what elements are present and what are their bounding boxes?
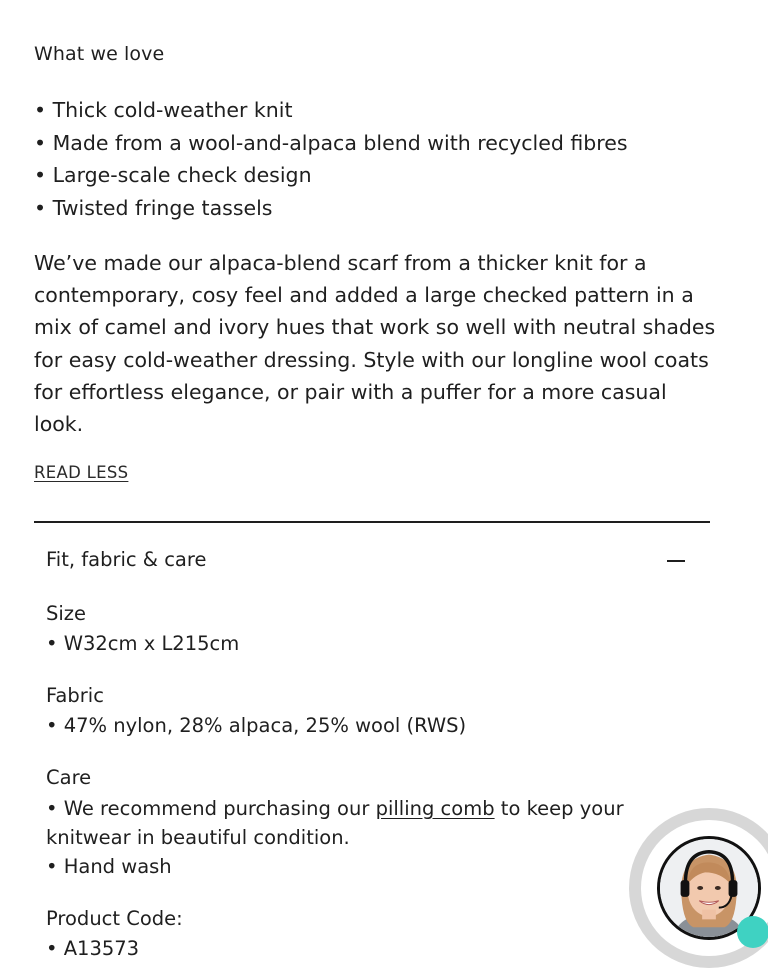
product-description (34, 247, 724, 440)
care-details (46, 794, 686, 881)
fabric-label: Fabric (46, 684, 104, 707)
minus-icon (667, 560, 685, 562)
size-value: • W32cm x L215cm (46, 632, 240, 655)
description-line: for easy cold-weather dressing. Style with our longline wool coats (34, 347, 709, 372)
highlight-item: • Twisted fringe tassels (34, 195, 273, 220)
description-line: for effortless elegance, or pair with a puffer for a more casual (34, 379, 667, 404)
care-label: Care (46, 766, 92, 789)
care-line: • Hand wash (46, 855, 172, 878)
accordion-collapse-button[interactable] (660, 548, 692, 574)
care-text: to keep your (494, 797, 624, 820)
highlights-list (34, 94, 628, 224)
section-divider (34, 521, 710, 523)
fabric-value: • 47% nylon, 28% alpaca, 25% wool (RWS) (46, 714, 467, 737)
pilling-comb-link[interactable]: pilling comb (375, 797, 495, 820)
product-code-label: Product Code: (46, 907, 183, 930)
read-less-link[interactable]: READ LESS (34, 463, 129, 482)
size-label: Size (46, 602, 87, 625)
highlight-item: • Made from a wool-and-alpaca blend with recycled fibres (34, 130, 628, 155)
highlight-item: • Large-scale check design (34, 163, 312, 187)
product-code-value: • A13573 (46, 937, 140, 960)
what-we-love-heading: What we love (34, 43, 165, 65)
care-line (46, 794, 686, 823)
description-line: look. (34, 412, 84, 437)
description-line: contemporary, cosy feel and added a large checked pattern in a (34, 283, 694, 308)
highlight-item: • Thick cold-weather knit (34, 98, 293, 122)
care-line: knitwear in beautiful condition. (46, 826, 350, 849)
description-line: mix of camel and ivory hues that work so well with neutral shades (34, 315, 716, 340)
care-text: • We recommend purchasing our (46, 797, 376, 820)
accordion-title-fit-fabric-care[interactable]: Fit, fabric & care (46, 548, 207, 571)
online-status-dot (737, 916, 768, 948)
description-line: We’ve made our alpaca-blend scarf from a thicker knit for a (34, 251, 647, 275)
